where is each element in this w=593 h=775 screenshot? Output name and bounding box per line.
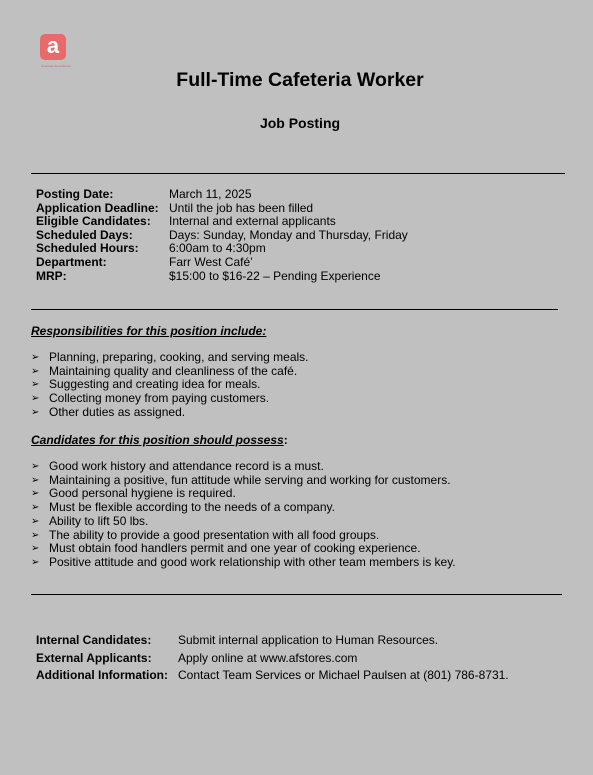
detail-label: MRP: [36,268,67,283]
list-item [31,556,456,570]
detail-row-scheduled-days [36,229,408,243]
list-item-text: Good work history and attendance record is a must. [49,459,324,473]
list-item [31,474,456,488]
contact-value: Submit internal application to Human Resources. [178,633,439,647]
responsibilities-heading-text: Responsibilities for this position include: [31,324,267,338]
list-item [31,515,456,529]
arrow-bullet-icon: ➢ [31,406,40,418]
contact-row-additional [36,667,509,685]
list-item-text: Suggesting and creating idea for meals. [49,377,261,392]
list-item-text: Must be flexible according to the needs of a company. [49,500,335,515]
divider-middle [31,309,558,310]
arrow-bullet-icon: ➢ [31,352,40,363]
detail-row-posting-date [36,188,408,202]
responsibilities-list [31,351,309,420]
arrow-bullet-icon: ➢ [31,365,40,377]
detail-value: March 11, 2025 [169,187,252,201]
list-item [31,460,456,474]
contact-row-external [36,650,509,668]
arrow-bullet-icon: ➢ [31,529,40,541]
qualifications-list [31,460,456,570]
arrow-bullet-icon: ➢ [31,393,40,405]
arrow-bullet-icon: ➢ [31,488,40,500]
detail-row-mrp [36,270,408,284]
list-item [31,529,456,543]
arrow-bullet-icon: ➢ [31,474,40,486]
list-item-text: Must obtain food handlers permit and one year of cooking experience. [49,541,421,556]
list-item-text: Planning, preparing, cooking, and serving meals. [49,350,309,364]
divider-top [31,173,565,174]
arrow-bullet-icon: ➢ [31,502,40,514]
qualifications-heading-colon: : [283,433,288,447]
detail-row-department [36,256,408,270]
qualifications-heading-text: Candidates for this position should possess [31,433,284,447]
arrow-bullet-icon: ➢ [31,461,40,472]
detail-label: Posting Date: [36,187,114,201]
list-item-text: The ability to provide a good presentation with all food groups. [49,527,380,542]
logo-mark: a [40,34,66,60]
arrow-bullet-icon: ➢ [31,556,40,568]
list-item [31,406,309,420]
contact-value: Contact Team Services or Michael Paulsen at (801) 786-8731. [178,668,509,683]
contact-label: Additional Information: [36,668,168,683]
detail-value: $15:00 to $16-22 – Pending Experience [169,268,381,283]
contact-row-internal [36,632,509,650]
detail-value: Until the job has been filled [169,200,314,215]
list-item [31,542,456,556]
list-item [31,365,309,379]
contact-label: Internal Candidates: [36,633,152,647]
contact-info [36,632,509,685]
responsibilities-heading [31,324,266,338]
list-item-text: Good personal hygiene is required. [49,486,236,501]
detail-value: Internal and external applicants [169,214,336,229]
detail-value: 6:00am to 4:30pm [169,241,266,256]
list-item-text: Other duties as assigned. [49,404,186,419]
arrow-bullet-icon: ➢ [31,543,40,555]
list-item [31,378,309,392]
detail-label: Scheduled Days: [36,227,133,242]
logo-caption: American Food Stores [41,64,71,68]
divider-bottom [31,594,562,595]
qualifications-heading [31,433,288,447]
detail-label: Department: [36,254,107,269]
detail-value: Farr West Café’ [169,254,253,269]
list-item-text: Positive attitude and good work relationship with other team members is key. [49,554,456,569]
list-item [31,501,456,515]
detail-row-application-deadline [36,202,408,216]
detail-label: Eligible Candidates: [36,214,151,229]
detail-label: Application Deadline: [36,200,159,215]
contact-label: External Applicants: [36,650,152,665]
arrow-bullet-icon: ➢ [31,515,40,527]
company-logo [31,31,81,71]
list-item-text: Ability to lift 50 lbs. [49,513,149,528]
arrow-bullet-icon: ➢ [31,379,40,391]
list-item [31,487,456,501]
list-item-text: Maintaining a positive, fun attitude while serving and working for customers. [49,472,451,487]
list-item [31,351,309,365]
list-item-text: Maintaining quality and cleanliness of the café. [49,363,298,378]
page-subtitle: Job Posting [259,115,341,131]
detail-row-scheduled-hours [36,242,408,256]
list-item-text: Collecting money from paying customers. [49,391,270,406]
contact-value: Apply online at www.afstores.com [178,650,358,665]
detail-label: Scheduled Hours: [36,241,139,256]
detail-value: Days: Sunday, Monday and Thursday, Friday [169,227,408,242]
posting-details [36,188,408,283]
detail-row-eligible-candidates [36,215,408,229]
list-item [31,392,309,406]
page-title: Full-Time Cafeteria Worker [176,69,424,91]
